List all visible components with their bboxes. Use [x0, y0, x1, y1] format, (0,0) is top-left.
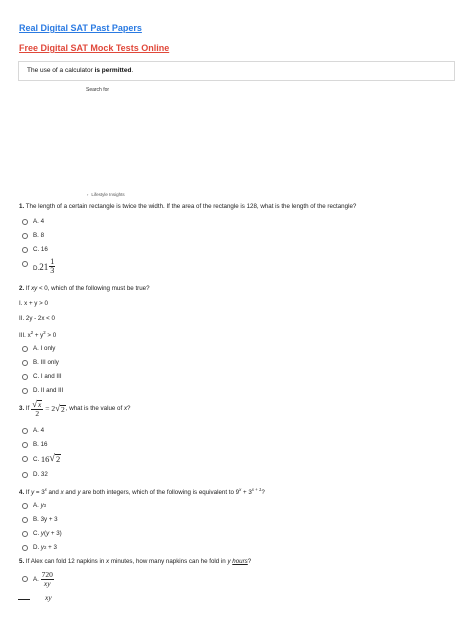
- q4-option-c-b: (: [44, 530, 47, 537]
- radio-icon[interactable]: [22, 503, 28, 509]
- q3-option-a[interactable]: [22, 427, 44, 434]
- q2-s3-a: III. x: [19, 332, 31, 340]
- ad-insights-text: Lifestyle Insights: [91, 192, 125, 197]
- q4-option-d-prefix: D.: [33, 544, 41, 551]
- calculator-suffix: .: [131, 67, 134, 74]
- q1-option-a-label: A. 4: [33, 218, 45, 225]
- q2-statement-3: [19, 330, 56, 339]
- q1-option-d-whole: 21: [39, 262, 49, 272]
- radio-icon[interactable]: [22, 374, 28, 380]
- q3-option-c[interactable]: [22, 454, 61, 464]
- q5-option-b-fraction-bar: [18, 599, 30, 600]
- q2-option-b-label: B. III only: [33, 359, 59, 366]
- mock-tests-link[interactable]: Free Digital SAT Mock Tests Online: [19, 43, 170, 53]
- sqrt-icon: √ x: [32, 399, 42, 410]
- q4-option-d-b: + 3: [46, 544, 57, 551]
- question-2: [19, 285, 150, 292]
- q4-option-a-exp: 3: [43, 503, 47, 508]
- q5-t5[interactable]: hours: [232, 558, 248, 565]
- q4-option-c-d: + 3): [49, 530, 62, 537]
- q5-option-a-prefix: A.: [33, 575, 41, 583]
- q2-s3-c: > 0: [45, 332, 57, 340]
- q2-text-var: xy: [31, 285, 38, 292]
- radio-icon[interactable]: [22, 388, 28, 394]
- q4-option-d-exp: 2: [44, 545, 47, 550]
- q4-t9: x: [239, 487, 242, 492]
- q3-prefix: If: [24, 405, 32, 413]
- q1-option-d-den: 3: [50, 266, 55, 276]
- q5-option-a-den: xy: [43, 578, 51, 588]
- q4-t2: = 3: [34, 489, 45, 497]
- radio-icon[interactable]: [22, 442, 28, 448]
- q4-t10: + 3: [241, 489, 252, 497]
- q4-option-c-c: y: [46, 530, 50, 537]
- q4-option-d-a: y: [40, 544, 45, 551]
- q4-t7: y: [77, 489, 81, 497]
- q2-statement-1: I. x + y > 0: [19, 300, 48, 307]
- q4-t5: x: [60, 489, 64, 497]
- ad-area: [80, 83, 400, 185]
- q1-text: The length of a certain rectangle is twice the width. If the area of the rectangle is 128, what is the length of the rectangle?: [24, 203, 357, 210]
- radio-icon[interactable]: [22, 247, 28, 253]
- sqrt-icon: √ 2: [55, 403, 65, 414]
- q2-statement-2: II. 2y - 2x < 0: [19, 315, 55, 322]
- q1-option-c-label: C. 16: [33, 246, 48, 253]
- q4-t4: and: [46, 489, 61, 497]
- q4-t11: x + 1: [251, 487, 262, 492]
- q3-suffix: , what is the value of: [65, 405, 124, 413]
- q5-t0: If Alex can fold 12 napkins in: [24, 558, 107, 565]
- q3-option-b-label: B. 16: [33, 441, 48, 448]
- q3-end: ?: [127, 405, 131, 413]
- chevron-right-icon: ›: [87, 192, 89, 197]
- q2-s3-exp2: 2: [43, 330, 46, 335]
- q3-expr-den: 2: [35, 409, 40, 418]
- radio-icon[interactable]: [22, 545, 28, 551]
- radio-icon[interactable]: [22, 517, 28, 523]
- q4-option-c-prefix: C.: [33, 530, 41, 537]
- q2-option-a-label: A. I only: [33, 345, 56, 352]
- question-3: [19, 400, 130, 418]
- q5-option-a-num: 720: [41, 570, 53, 579]
- q4-number: 4.: [19, 489, 25, 497]
- q4-option-d[interactable]: [22, 544, 57, 551]
- q3-expr-var: x: [38, 400, 42, 410]
- q5-option-a-fraction: [41, 571, 54, 588]
- radio-icon[interactable]: [22, 261, 28, 267]
- q2-text-a: If: [24, 285, 32, 292]
- q4-t1: y: [31, 489, 35, 497]
- q1-option-d-num: 1: [50, 257, 55, 266]
- question-1: [19, 203, 356, 210]
- question-5: [19, 558, 251, 565]
- q3-expr-eq: = 2: [43, 404, 56, 414]
- radio-icon[interactable]: [22, 428, 28, 434]
- q1-option-d-prefix: D.: [33, 265, 40, 272]
- q2-option-d[interactable]: [22, 387, 63, 394]
- q1-option-c[interactable]: [22, 246, 48, 253]
- q3-option-c-rad: 2: [56, 454, 61, 465]
- q3-expr-rhs: 2: [61, 404, 65, 414]
- q4-t6: and: [63, 489, 78, 497]
- q5-t6: ?: [247, 558, 252, 565]
- calculator-prefix: The use of a calculator: [27, 67, 95, 74]
- q3-option-a-label: A. 4: [33, 427, 45, 434]
- question-4: [19, 487, 265, 496]
- q2-text-b: < 0, which of the following must be true?: [37, 285, 150, 292]
- calculator-notice: [18, 61, 455, 81]
- q4-option-c-a: y: [40, 530, 45, 537]
- q3-number: 3.: [19, 405, 25, 413]
- q4-option-b[interactable]: [22, 516, 58, 523]
- q3-option-d[interactable]: [22, 471, 48, 478]
- q1-option-a[interactable]: [22, 218, 44, 225]
- q4-option-c[interactable]: [22, 530, 62, 537]
- q5-option-a[interactable]: [22, 571, 54, 588]
- q3-option-c-prefix: C.: [33, 455, 41, 463]
- radio-icon[interactable]: [22, 472, 28, 478]
- ad-insights-link[interactable]: [87, 192, 125, 197]
- q3-expression: [31, 400, 43, 418]
- sqrt-icon: √ 2: [49, 453, 61, 465]
- q2-option-c-label: C. I and III: [33, 373, 62, 380]
- radio-icon[interactable]: [22, 219, 28, 225]
- radio-icon[interactable]: [22, 360, 28, 366]
- q2-option-c[interactable]: [22, 373, 62, 380]
- q1-option-d[interactable]: [22, 258, 55, 276]
- q4-t12: ?: [261, 489, 265, 497]
- q4-t8: are both integers, which of the following is equivalent to 9: [80, 489, 240, 497]
- q1-number: 1.: [19, 203, 25, 210]
- q4-t0: If: [24, 489, 32, 497]
- q2-option-b[interactable]: [22, 359, 59, 366]
- radio-icon[interactable]: [22, 531, 28, 537]
- radio-icon[interactable]: [22, 576, 28, 582]
- radio-icon[interactable]: [22, 456, 28, 462]
- q5-option-b-partial: [45, 593, 52, 602]
- q5-number: 5.: [19, 558, 25, 565]
- q1-option-d-fraction: [49, 258, 55, 276]
- q5-t1: x: [106, 558, 110, 565]
- q1-option-b-label: B. 8: [33, 232, 45, 239]
- q1-option-b[interactable]: [22, 232, 44, 239]
- q3-var: x: [123, 405, 128, 413]
- q2-option-d-label: D. II and III: [33, 387, 64, 394]
- q3-option-c-coeff: 16: [40, 454, 50, 465]
- q4-option-b-label: B. 3y + 3: [33, 516, 58, 523]
- q5-option-b-den: xy: [45, 593, 52, 602]
- q5-t3: y: [227, 558, 231, 565]
- calculator-emphasis: is permitted: [94, 67, 132, 74]
- q4-option-a-var: y: [40, 502, 44, 509]
- q2-s3-exp1: 2: [30, 330, 34, 335]
- sat-past-papers-link[interactable]: Real Digital SAT Past Papers: [19, 23, 142, 33]
- q4-t3: x: [44, 487, 47, 492]
- q3-option-d-label: D. 32: [33, 471, 48, 478]
- q4-option-a-prefix: A.: [33, 502, 41, 509]
- q4-option-a[interactable]: [22, 502, 46, 509]
- ad-search-label[interactable]: Search for: [86, 87, 110, 93]
- q2-option-a[interactable]: [22, 345, 55, 352]
- radio-icon[interactable]: [22, 233, 28, 239]
- radio-icon[interactable]: [22, 346, 28, 352]
- q2-s3-b: + y: [33, 332, 44, 340]
- q5-t2: minutes, how many napkins can he fold in: [109, 558, 228, 565]
- q2-number: 2.: [19, 285, 25, 292]
- q3-option-b[interactable]: [22, 441, 47, 448]
